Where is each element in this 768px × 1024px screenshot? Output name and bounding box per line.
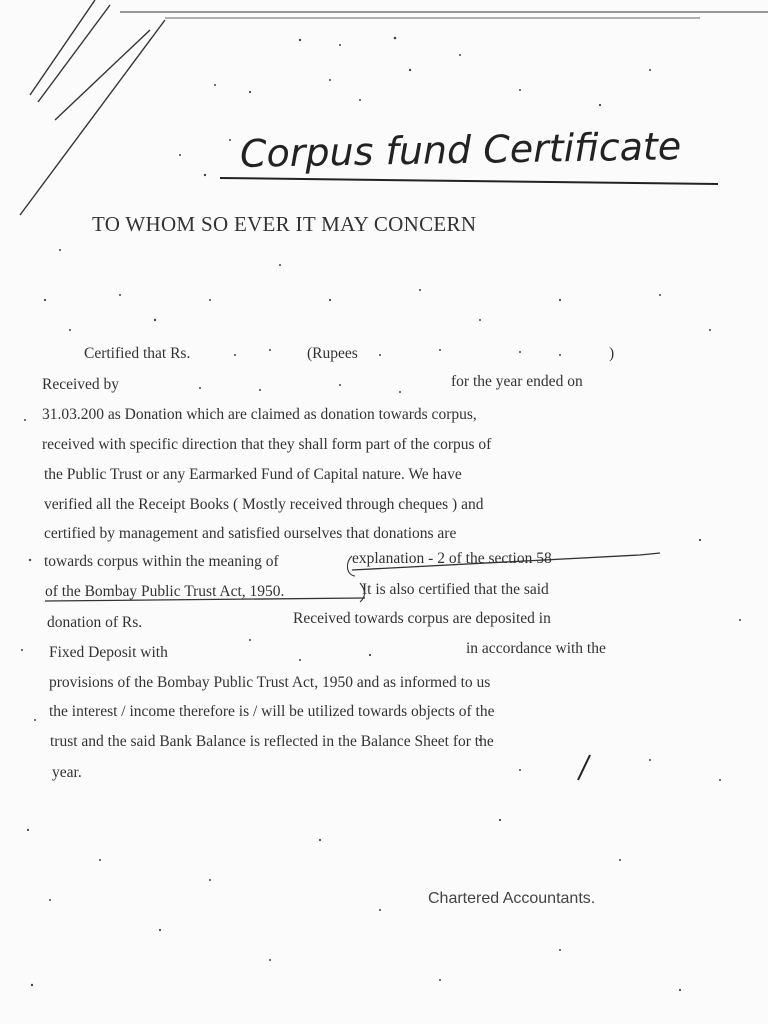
- body-line-10b: Received towards corpus are deposited in: [293, 610, 551, 627]
- body-line-8b: explanation - 2 of the section 58: [352, 550, 552, 567]
- body-line-9a: of the Bombay Public Trust Act, 1950.: [45, 583, 285, 600]
- body-line-13: the interest / income therefore is / will be utilized towards objects of the: [49, 703, 495, 720]
- body-line-14: trust and the said Bank Balance is reflected in the Balance Sheet for the: [50, 733, 494, 750]
- body-line-11a: Fixed Deposit with: [49, 644, 168, 661]
- handwritten-title: Corpus fund Certificate: [239, 124, 682, 176]
- body-line-1a: Certified that Rs.: [84, 345, 191, 362]
- body-line-1c: ): [609, 345, 615, 362]
- body-line-2a: Received by: [42, 376, 120, 393]
- body-line-6: verified all the Receipt Books ( Mostly received through cheques ) and: [44, 496, 484, 513]
- body-line-8a: towards corpus within the meaning of: [44, 553, 279, 570]
- body-line-2b: for the year ended on: [451, 373, 583, 390]
- body-line-1b: (Rupees: [307, 345, 358, 362]
- body-line-12: provisions of the Bombay Public Trust Act, 1950 and as informed to us: [49, 674, 491, 691]
- body-line-9b: It is also certified that the said: [362, 581, 549, 598]
- body-line-3: 31.03.200 as Donation which are claimed as donation towards corpus,: [42, 406, 477, 423]
- body-line-5: the Public Trust or any Earmarked Fund of Capital nature. We have: [44, 466, 462, 483]
- page-heading: TO WHOM SO EVER IT MAY CONCERN: [92, 212, 477, 236]
- body-line-7: certified by management and satisfied ourselves that donations are: [44, 525, 457, 542]
- body-line-15: year.: [52, 764, 82, 781]
- body-line-4: received with specific direction that they shall form part of the corpus of: [42, 436, 492, 453]
- signature-line: Chartered Accountants.: [428, 890, 596, 907]
- body-line-11b: in accordance with the: [466, 640, 606, 657]
- body-line-10a: donation of Rs.: [47, 614, 143, 631]
